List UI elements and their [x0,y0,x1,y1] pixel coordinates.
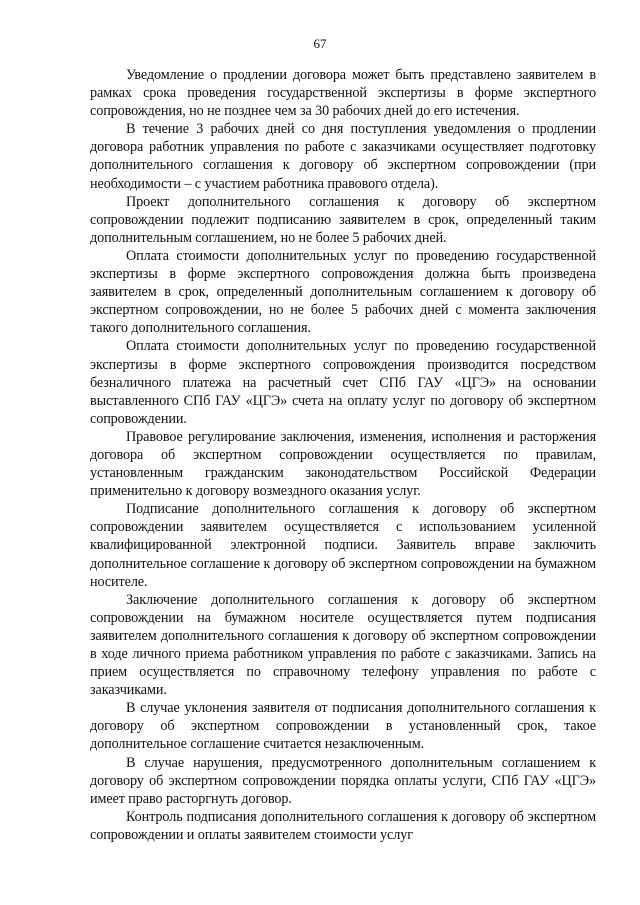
page-number: 67 [313,36,327,51]
paragraph-5: Оплата стоимости дополнительных услуг по проведению государственной экспертизы в форме экспертного сопровождения производится посредством безналичного платежа на расчетный счет СПб ГАУ «ЦГЭ» на основании выставленного СПб ГАУ «ЦГЭ» счета на оплату услуг по договору об экспертном сопровождении. [90,338,596,427]
paragraph-10: В случае нарушения, предусмотренного дополнительным соглашением к договору об экспертном сопровождении порядка оплаты услуги, СПб ГАУ «ЦГЭ» имеет право расторгнуть договор. [90,754,596,807]
paragraph-9: В случае уклонения заявителя от подписания дополнительного соглашения к договору об экспертном сопровождении в установленный срок, такое дополнительное соглашение считается незаключенным. [90,700,596,753]
paragraph-11: Контроль подписания дополнительного соглашения к договору об экспертном сопровождении и оплаты заявителем стоимости услуг [90,808,596,843]
document-body [90,66,596,844]
paragraph-2: В течение 3 рабочих дней со дня поступления уведомления о продлении договора работник управления по работе с заказчиками осуществляет подготовку дополнительного соглашения к договору об экспертном сопровождении (при необходимости – с участием работника правового отдела). [90,121,596,192]
paragraph-4: Оплата стоимости дополнительных услуг по проведению государственной экспертизы в форме экспертного сопровождения должна быть произведена заявителем в срок, определенный дополнительным соглашением к договору об экспертном сопровождении, но не более 5 рабочих дней с момента заключения такого дополнительного соглашения. [90,247,596,337]
paragraph-6: Правовое регулирование заключения, изменения, исполнения и расторжения договора об экспертном сопровождении осуществляется по правилам, установленным гражданским законодательством Российской Федерации применительно к договору возмездного оказания услуг. [90,428,596,500]
paragraph-1: Уведомление о продлении договора может быть представлено заявителем в рамках срока проведения государственной экспертизы в форме экспертного сопровождения, но не позднее чем за 30 рабочих дней до его истечения. [90,67,596,120]
paragraph-7: Подписание дополнительного соглашения к договору об экспертном сопровождении заявителем осуществляется с использованием усиленной квалифицированной электронной подписи. Заявитель вправе заключить дополнительное соглашение к договору об экспертном сопровождении на бумажном носителе. [90,501,596,590]
paragraph-3: Проект дополнительного соглашения к договору об экспертном сопровождении подлежит подписанию заявителем в срок, определенный таким дополнительным соглашением, но не более 5 рабочих дней. [90,193,596,246]
paragraph-8: Заключение дополнительного соглашения к договору об экспертном сопровождении на бумажном носителе осуществляется путем подписания заявителем дополнительного соглашения к договору об экспертном сопровождении в ходе личного приема работником управления по работе с заказчиками. Запись на прием осуществляется по справочному телефону управления по работе с заказчиками. [90,591,596,699]
